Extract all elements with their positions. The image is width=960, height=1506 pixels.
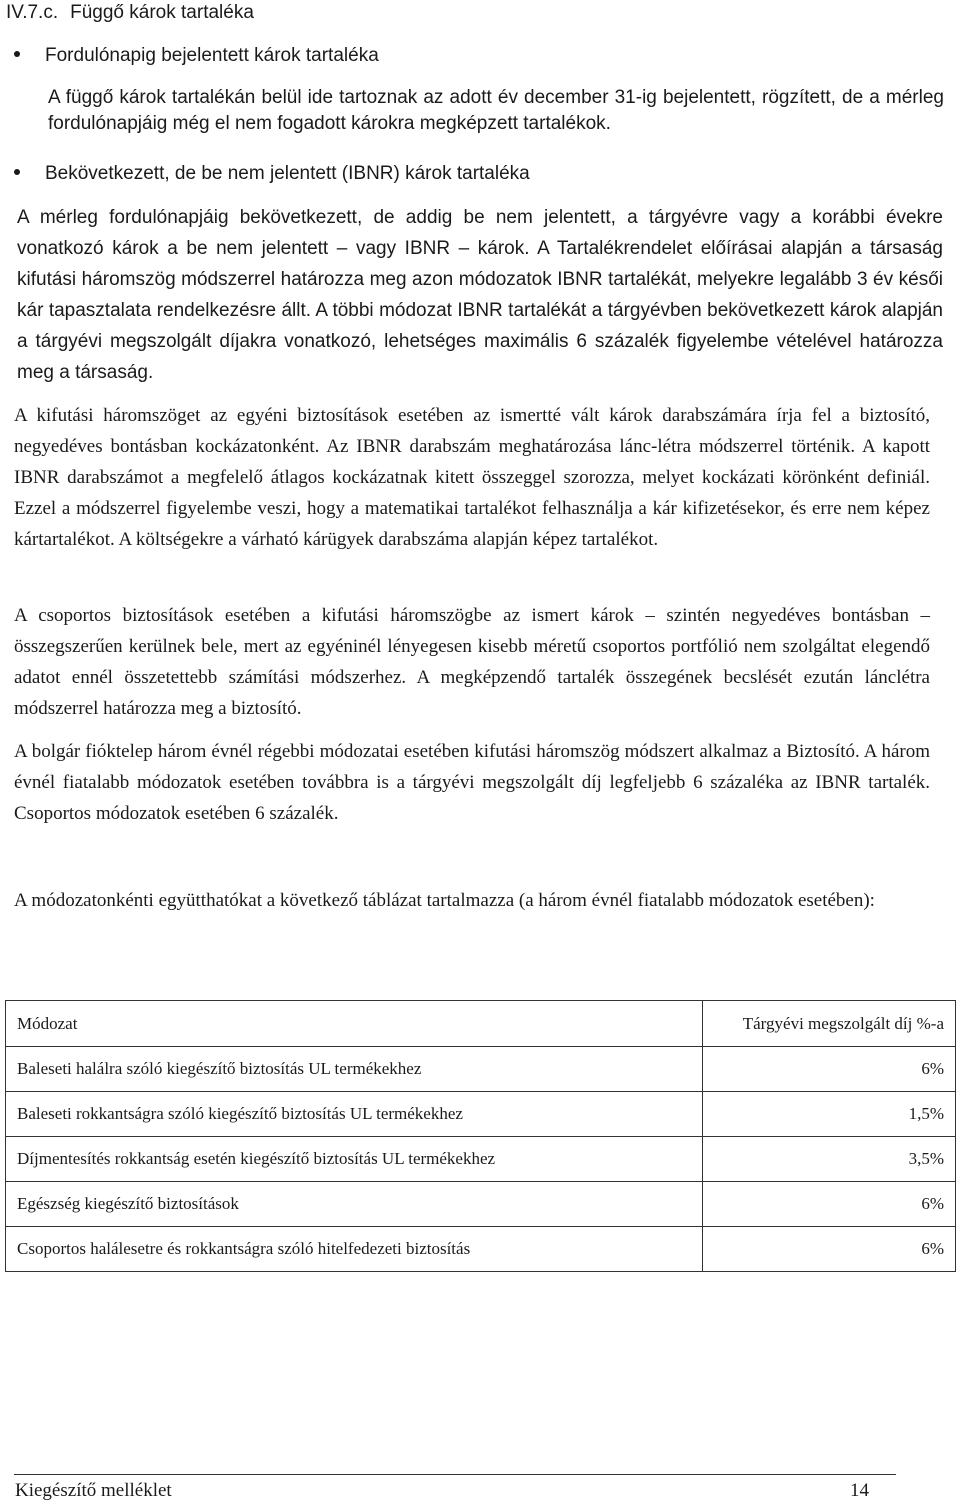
coefficients-table xyxy=(5,1000,956,1272)
table-cell-product: Csoportos halálesetre és rokkantságra szóló hitelfedezeti biztosítás xyxy=(6,1227,703,1272)
table-header-row xyxy=(6,1001,956,1047)
section-heading xyxy=(6,0,254,26)
table-cell-product: Baleseti halálra szóló kiegészítő biztosítás UL termékekhez xyxy=(6,1047,703,1092)
paragraph-reported-claims: A függő károk tartalékán belül ide tartoznak az adott év december 31-ig bejelentett, rögzített, de a mérleg fordulónapjáig még el nem fogadott károkra megképzett tartalékok. xyxy=(48,87,944,134)
bullet-icon xyxy=(14,169,20,175)
section-title: Függő károk tartaléka xyxy=(70,2,254,23)
bullet-label: Fordulónapig bejelentett károk tartaléka xyxy=(45,45,379,66)
table-cell-product: Egészség kiegészítő biztosítások xyxy=(6,1182,703,1227)
table-cell-product: Baleseti rokkantságra szóló kiegészítő biztosítás UL termékekhez xyxy=(6,1092,703,1137)
paragraph-ibnr-definition: A mérleg fordulónapjáig bekövetkezett, de addig be nem jelentett, a tárgyévre vagy a korábbi évekre vonatkozó károk a be nem jelentett – vagy IBNR – károk. A Tartalékrendelet előírásai alapján a társaság kifutási háromszög módszerrel határozza meg azon módozatok IBNR tartalékát, melyekre legalább 3 év késői kár tapasztalata rendelkezésre állt. A többi módozat IBNR tartalékát a tárgyévben bekövetkezett károk alapján a tárgyévi megszolgált díjakra vonatkozó, lehetséges maximális 6 százalék figyelembe vételével határozza meg a társaság. xyxy=(17,207,943,383)
bullet-label: Bekövetkezett, de be nem jelentett (IBNR) károk tartaléka xyxy=(45,163,530,184)
table-cell-percentage: 6% xyxy=(703,1227,956,1272)
footer-document-title: Kiegészítő melléklet xyxy=(15,1480,172,1501)
footer-divider xyxy=(14,1474,896,1475)
paragraph-table-intro: A módozatonkénti együtthatókat a következő táblázat tartalmazza (a három évnél fiatalabb módozatok esetében): xyxy=(14,890,875,911)
table-cell-percentage: 3,5% xyxy=(703,1137,956,1182)
table-row xyxy=(6,1092,956,1137)
bullet-item-ibnr xyxy=(14,161,530,187)
table-cell-percentage: 6% xyxy=(703,1182,956,1227)
table-row xyxy=(6,1047,956,1092)
table-cell-percentage: 6% xyxy=(703,1047,956,1092)
table-cell-product: Díjmentesítés rokkantság esetén kiegészítő biztosítás UL termékekhez xyxy=(6,1137,703,1182)
paragraph-individual-triangle: A kifutási háromszöget az egyéni biztosítások esetében az ismertté vált károk darabszámára írja fel a biztosító, negyedéves bontásban kockázatonként. Az IBNR darabszám meghatározása lánc-létra módszerrel történik. A kapott IBNR darabszámot a megfelelő átlagos kockázatnak kitett összeggel szorozza, melyet kockázati körönként definiál. Ezzel a módszerrel figyelembe veszi, hogy a matematikai tartalékot felhasználja a kár kifizetésekor, és erre nem képez kártartalékot. A költségekre a várható kárügyek darabszáma alapján képez tartalékot. xyxy=(14,405,930,550)
table-row xyxy=(6,1137,956,1182)
table-header-product: Módozat xyxy=(6,1001,703,1047)
section-number: IV.7.c. xyxy=(6,2,59,23)
paragraph-bulgarian-branch: A bolgár fióktelep három évnél régebbi módozatai esetében kifutási háromszög módszert alkalmaz a Biztosító. A három évnél fiatalabb módozatok esetében továbbra is a tárgyévi megszolgált díj legfeljebb 6 százaléka az IBNR tartalék. Csoportos módozatok esetében 6 százalék. xyxy=(14,741,930,824)
table-row xyxy=(6,1227,956,1272)
bullet-item-reported-claims xyxy=(14,43,379,69)
bullet-icon xyxy=(14,51,20,57)
paragraph-group-insurance: A csoportos biztosítások esetében a kifutási háromszögbe az ismert károk – szintén negyedéves bontásban – összegszerűen kerülnek bele, mert az egyéninél lényegesen kisebb méretű csoportos portfólió nem szolgáltat elegendő adatot ennél összetettebb számítási módszerhez. A megképzendő tartalék összegének becslését ezután lánclétra módszerrel határozza meg a biztosító. xyxy=(14,605,930,719)
table-header-percentage: Tárgyévi megszolgált díj %-a xyxy=(703,1001,956,1047)
footer-page-number: 14 xyxy=(850,1480,869,1501)
table-row xyxy=(6,1182,956,1227)
table-cell-percentage: 1,5% xyxy=(703,1092,956,1137)
